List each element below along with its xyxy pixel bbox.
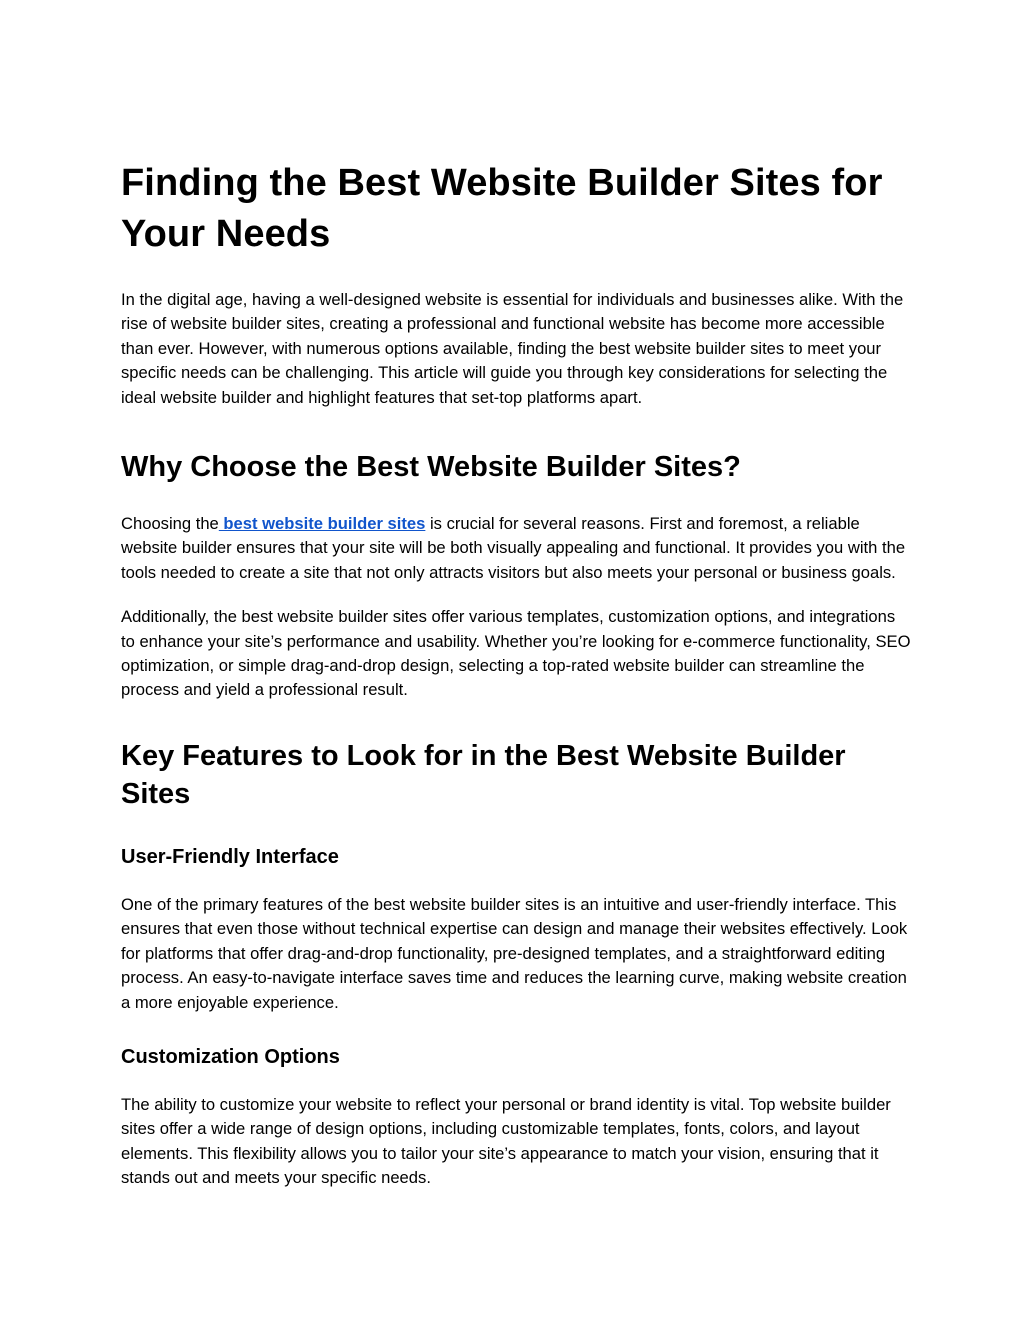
section-heading-why: Why Choose the Best Website Builder Sites?	[121, 451, 741, 484]
why-p1-after: is crucial for several reasons. First and foremost, a reliable website builder ensures that your site will be both visually appealing and functional. It provides you with the tools needed to create a site that not only attracts visitors but also meets your personal or business goals.	[121, 514, 906, 582]
why-paragraph-2: Additionally, the best website builder sites offer various templates, customization options, and integrations to enhance your site’s performance and usability. Whether you’re looking for e-commerce functionality, SEO optimization, or simple drag-and-drop design, selecting a top-rated website builder can streamline the process and yield a professional result.	[121, 607, 911, 700]
why-p1-before: Choosing the	[121, 514, 219, 534]
user-friendly-interface-paragraph: One of the primary features of the best website builder sites is an intuitive and user-friendly interface. This ensures that even those without technical expertise can design and manage their websites effectively. Look for platforms that offer drag-and-drop functionality, pre-designed templates, and a straightforward editing process. An easy-to-navigate interface saves time and reduces the learning curve, making website creation a more enjoyable experience.	[121, 894, 908, 1012]
customization-options-paragraph: The ability to customize your website to reflect your personal or brand identity is vital. Top website builder sites offer a wide range of design options, including customizable templates, fonts, colors, and layout elements. This flexibility allows you to tailor your site’s appearance to match your vision, ensuring that it stands out and meets your specific needs.	[121, 1094, 891, 1188]
why-paragraph-1	[121, 512, 911, 585]
subheading-customization-options: Customization Options	[121, 1045, 340, 1068]
page-title: Finding the Best Website Builder Sites for Your Needs	[121, 162, 883, 255]
section-heading-features: Key Features to Look for in the Best Website Builder Sites	[121, 739, 846, 810]
best-website-builder-sites-link[interactable]: best website builder sites	[218, 514, 426, 534]
intro-paragraph: In the digital age, having a well-designed website is essential for individuals and businesses alike. With the rise of website builder sites, creating a professional and functional website has become more accessible than ever. However, with numerous options available, finding the best website builder sites to meet your specific needs can be challenging. This article will guide you through key considerations for selecting the ideal website builder and highlight features that set-top platforms apart.	[121, 290, 904, 407]
document-page	[121, 158, 911, 1191]
subheading-user-friendly-interface: User-Friendly Interface	[121, 845, 339, 868]
